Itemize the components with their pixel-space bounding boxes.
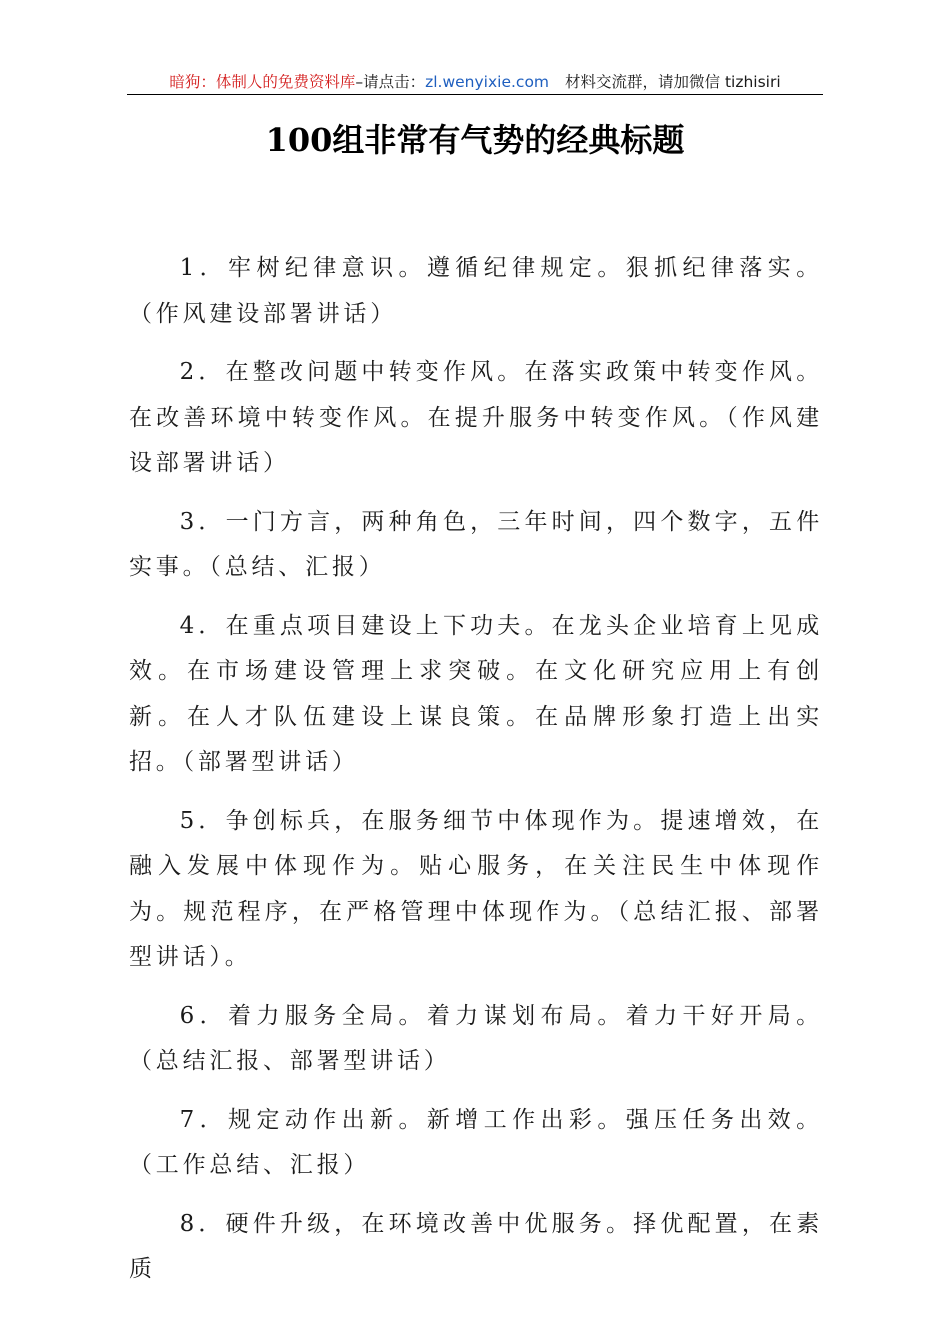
header-divider — [127, 94, 823, 95]
list-item: 6．着力服务全局。着力谋划布局。着力干好开局。（总结汇报、部署型讲话） — [129, 1002, 823, 1074]
header-brand: 暗狗：体制人的免费资料库 — [169, 73, 356, 91]
header-click-prompt: –请点击： — [355, 73, 426, 91]
document-body — [129, 246, 823, 1306]
list-item: 1．牢树纪律意识。遵循纪律规定。狠抓纪律落实。（作风建设部署讲话） — [129, 255, 823, 327]
page-header — [127, 70, 823, 94]
document-title: 100组非常有气势的经典标题 — [265, 121, 685, 159]
list-item: 7．规定动作出新。新增工作出彩。强压任务出效。（工作总结、汇报） — [129, 1106, 823, 1178]
list-item: 3．一门方言，两种角色，三年时间，四个数字，五件实事。（总结、汇报） — [129, 508, 823, 580]
list-item: 4．在重点项目建设上下功夫。在龙头企业培育上见成效。在市场建设管理上求突破。在文化研究应用上有创新。在人才队伍建设上谋良策。在品牌形象打造上出实招。（部署型讲话） — [129, 612, 823, 775]
list-item: 2．在整改问题中转变作风。在落实政策中转变作风。在改善环境中转变作风。在提升服务中转变作风。（作风建设部署讲话） — [129, 359, 823, 476]
header-group-info: 材料交流群，请加微信 tizhisiri — [565, 73, 781, 91]
list-item: 5．争创标兵，在服务细节中体现作为。提速增效，在融入发展中体现作为。贴心服务，在关注民生中体现作为。规范程序，在严格管理中体现作为。（总结汇报、部署型讲话）。 — [129, 807, 823, 970]
list-item: 8．硬件升级，在环境改善中优服务。择优配置，在素质 — [129, 1210, 823, 1282]
header-link[interactable]: zl.wenyixie.com — [425, 73, 550, 91]
